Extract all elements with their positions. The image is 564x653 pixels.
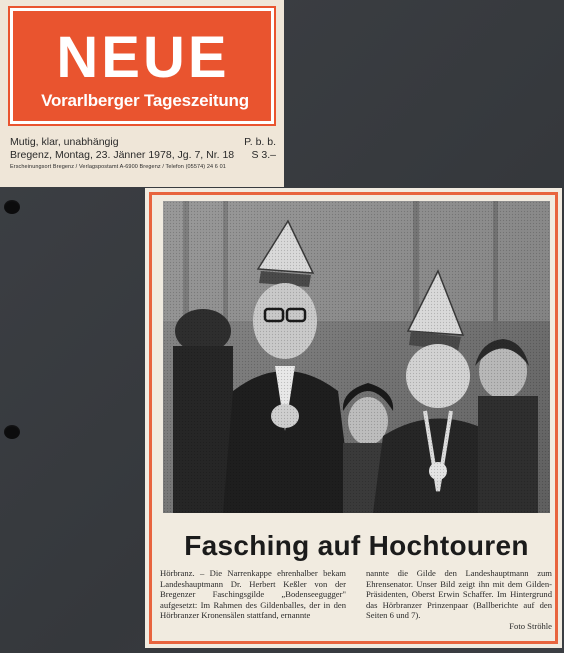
newspaper-logo [10,8,274,124]
punch-hole [4,425,20,439]
postage-mark: P. b. b. [244,136,276,148]
photo-illustration [163,201,550,513]
article-clipping [145,188,562,648]
article-column-right [366,568,552,632]
logo-title: NEUE [56,25,230,90]
article-column-left [160,568,346,621]
masthead-clipping [0,0,284,187]
edition-line: Bregenz, Montag, 23. Jänner 1978, Jg. 7, Nr. 18 [10,149,235,161]
edition-info [10,136,276,171]
article-headline: Fasching auf Hochtouren [184,530,529,561]
logo-subtitle: Vorarlberger Tageszeitung [41,91,249,110]
news-photo [163,201,550,513]
punch-hole [4,200,20,214]
article-text-left: Hörbranz. – Die Narrenkappe ehrenhalber bekam Landeshauptmann Dr. Herbert Keßler von der Bregenzer Faschingsgilde „Bodenseegugger" aufgesetzt: Im Rahmen des Gildenballes, der in den Hörbranzer Kronensälen stattfand, ernannte [160,568,346,621]
photo-credit: Foto Ströhle [509,620,552,631]
price: S 3.– [251,149,276,161]
publisher-line: Erscheinungsort Bregenz / Verlagspostamt A-6900 Bregenz / Telefon (05574) 24 6 01 [10,164,226,170]
motto: Mutig, klar, unabhängig [10,136,119,148]
article-text-right: nannte die Gilde den Landeshauptmann zum Ehrensenator. Unser Bild zeigt ihn mit dem Gilden-Präsidenten, Oberst Erwin Schaffer. Im Hintergrund das Hörbranzer Prinzenpaar (Ballberichte auf den Seiten 6 und 7). [366,568,552,621]
